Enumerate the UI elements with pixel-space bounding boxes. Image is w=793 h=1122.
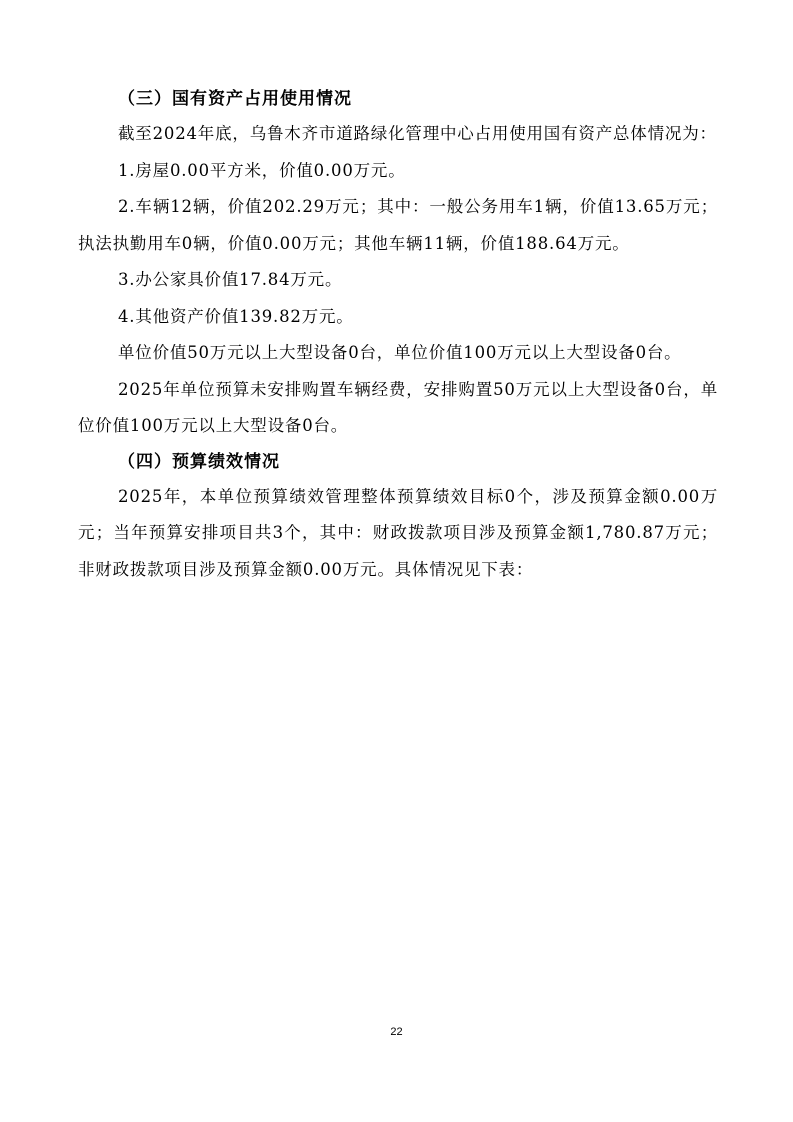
section-heading-state-assets: （三）国有资产占用使用情况 xyxy=(118,89,352,109)
section-heading-budget-performance: （四）预算绩效情况 xyxy=(118,451,280,472)
paragraph-large-equipment: 单位价值50万元以上大型设备0台，单位价值100万元以上大型设备0台。 xyxy=(118,343,682,362)
paragraph-budget-performance: 2025年，本单位预算绩效管理整体预算绩效目标0个，涉及预算金额0.00万元；当年预算安排项目共3个，其中：财政拨款项目涉及预算金额1,780.87万元；非财政拨款项目涉及预算金额0.00万元。具体情况见下表： xyxy=(78,486,718,579)
paragraph-assets-intro: 截至2024年底，乌鲁木齐市道路绿化管理中心占用使用国有资产总体情况为： xyxy=(118,124,717,143)
paragraph-budget-2025-purchases: 2025年单位预算未安排购置车辆经费，安排购置50万元以上大型设备0台，单位价值100万元以上大型设备0台。 xyxy=(78,379,718,435)
page-number: 22 xyxy=(390,1026,403,1038)
paragraph-item-furniture: 3.办公家具价值17.84万元。 xyxy=(118,270,343,289)
paragraph-item-vehicles: 2.车辆12辆，价值202.29万元；其中：一般公务用车1辆，价值13.65万元；执法执勤用车0辆，价值0.00万元；其他车辆11辆，价值188.64万元。 xyxy=(78,197,718,253)
paragraph-item-housing: 1.房屋0.00平方米，价值0.00万元。 xyxy=(118,160,406,180)
paragraph-item-other-assets: 4.其他资产价值139.82万元。 xyxy=(118,306,354,326)
page-content xyxy=(78,82,718,588)
